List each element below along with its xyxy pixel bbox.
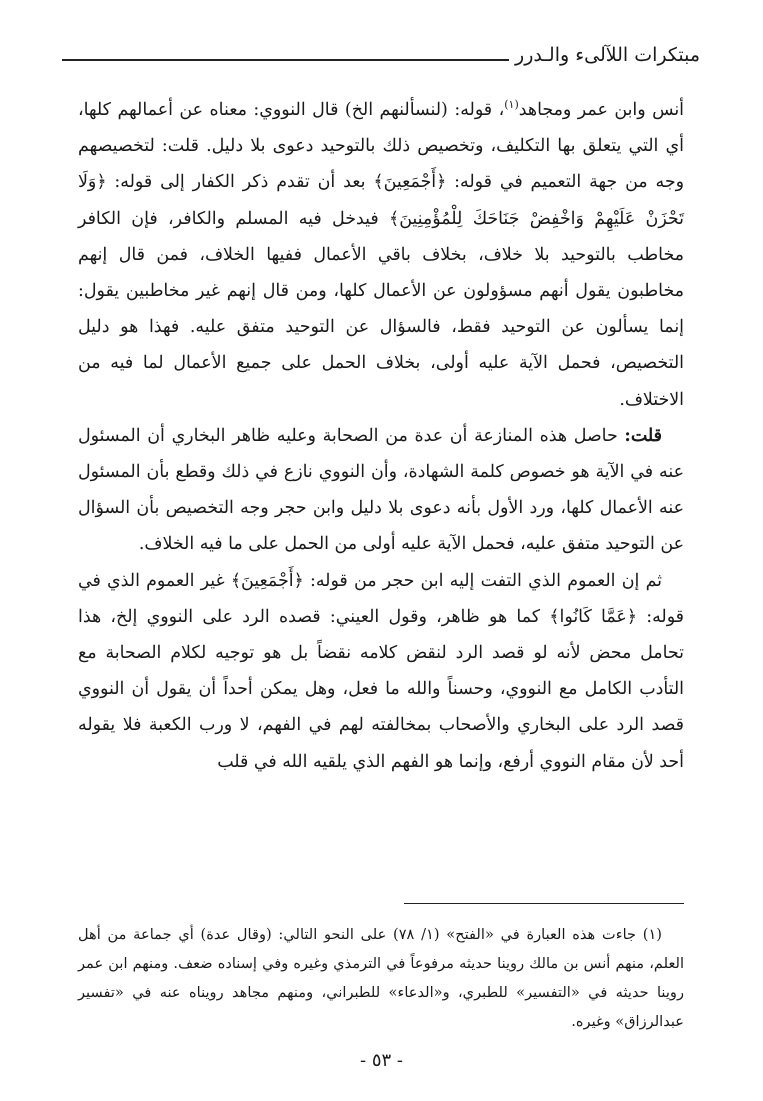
main-text (78, 92, 684, 780)
paragraph-2-text: حاصل هذه المنازعة أن عدة من الصحابة وعليه ظاهر البخاري أن المسئول عنه في الآية هو خصوص كلمة الشهادة، وأن النووي نازع في ذلك وقطع بأن المسئول عنه الأعمال كلها، ورد الأول بأنه دعوى بلا دليل وابن حجر وجه التخصيص بأن السؤال عن التوحيد متفق عليه، فحمل الآية عليه أولى من الحمل على ما فيه الخلاف. (78, 425, 684, 555)
header-rule (62, 59, 509, 61)
paragraph-1-opening: أنس وابن عمر ومجاهد (518, 100, 684, 120)
footnote-separator (404, 903, 684, 904)
footnote-1 (78, 920, 684, 1036)
book-title: مبتكرات اللآلىء والـدرر (515, 44, 700, 66)
paragraph-3-text: ثم إن العموم الذي التفت إليه ابن حجر من قوله: ﴿أَجْمَعِينَ﴾ غير العموم الذي في قوله: ﴿عَمَّا كَانُوا﴾ كما هو ظاهر، وقول العيني: قصده الرد على النووي إلخ، هذا تحامل محض لأنه لو قصد الرد لنقض كلامه نقضاً بل هو توجيه لكلام الصحابة مع التأدب الكامل مع النووي، وحسناً والله ما فعل، وهل يمكن أحداً أن يقول أن النووي قصد الرد على البخاري والأصحاب بمخالفته لهم في الفهم، لا ورب الكعبة فلا يقوله أحد لأن مقام النووي أرفع، وإنما هو الفهم الذي يلقيه الله في قلب (78, 570, 684, 772)
paragraph-2-lead: قلت: (624, 425, 662, 446)
footnotes (78, 920, 684, 1036)
paragraph-1-text: ، قوله: (لنسألنهم الخ) قال النووي: معناه عن أعمالهم كلها، أي التي يتعلق بها التكليف، وتخصيص ذلك بالتوحيد دعوى بلا دليل. قلت: لتخصيصهم وجه من جهة التعميم في قوله: ﴿أَجْمَعِينَ﴾ بعد أن تقدم ذكر الكفار إلى قوله: ﴿وَلَا تَحْزَنْ عَلَيْهِمْ وَاخْفِضْ جَنَاحَكَ لِلْمُؤْمِنِينَ﴾ فيدخل فيه المسلم والكافر، فإن الكافر مخاطب بالتوحيد بلا خلاف، بخلاف باقي الأعمال ففيها الخلاف، فمن قال إنهم مخاطبون يقول أنهم مسؤولون عن الأعمال كلها، ومن قال إنهم غير مخاطبين يقول: إنما يسألون عن التوحيد فقط، فالسؤال عن التوحيد متفق عليه. فهذا هو دليل التخصيص، فحمل الآية عليه أولى، بخلاف الحمل على جميع الأعمال لما فيه من الاختلاف. (78, 100, 684, 410)
footnote-1-mark: (١) (642, 926, 662, 943)
paragraph-3 (78, 563, 684, 780)
footnote-reference: (١) (504, 98, 519, 112)
page-number: - ٥٣ - (360, 1050, 403, 1071)
paragraph-1 (78, 92, 684, 418)
paragraph-2 (78, 418, 684, 563)
running-header (62, 30, 700, 70)
footnote-1-text: جاءت هذه العبارة في «الفتح» (١/ ٧٨) على النحو التالي: (وقال عدة) أي جماعة من أهل العلم، منهم أنس بن مالك روينا حديثه مرفوعاً في الترمذي وغيره وفي إسناده ضعف. ومنهم ابن عمر روينا حديثه في «التفسير» للطبري، و«الدعاء» للطبراني، ومنهم مجاهد رويناه عنه في «تفسير عبدالرزاق» وغيره. (78, 926, 684, 1030)
